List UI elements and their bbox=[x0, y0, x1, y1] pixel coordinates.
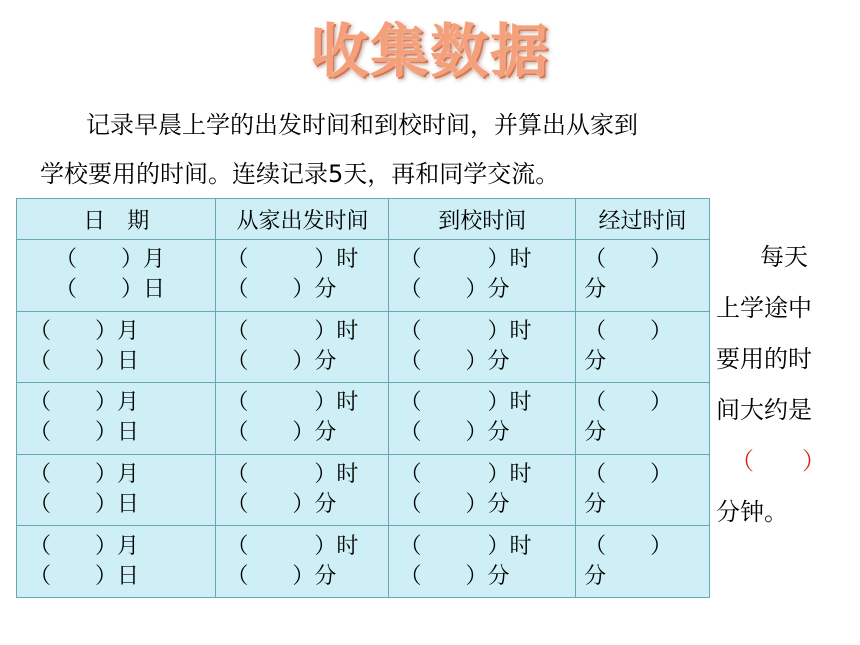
instruction-line-1: 记录早晨上学的出发时间和到校时间，并算出从家到 bbox=[86, 111, 638, 139]
table-row bbox=[17, 454, 710, 526]
table-row bbox=[17, 240, 710, 312]
elapsed-unit: 分 bbox=[584, 277, 607, 303]
day-blank: （ ）日 bbox=[29, 348, 140, 374]
hour-blank: （ ）时 bbox=[226, 462, 359, 488]
arrive-cell bbox=[389, 383, 576, 455]
day-blank: （ ）日 bbox=[55, 277, 166, 303]
elapsed-unit: 分 bbox=[584, 348, 607, 374]
question-line: 上学途中 bbox=[716, 294, 812, 322]
day-blank: （ ）日 bbox=[29, 492, 140, 518]
minute-blank: （ ）分 bbox=[226, 277, 337, 303]
elapsed-unit: 分 bbox=[584, 563, 607, 589]
answer-unit: 分钟。 bbox=[716, 498, 788, 526]
depart-cell bbox=[216, 240, 389, 312]
elapsed-blank: （ ） bbox=[584, 247, 673, 273]
minute-blank: （ ）分 bbox=[399, 348, 510, 374]
hour-blank: （ ）时 bbox=[226, 247, 359, 273]
question-line: 每天 bbox=[760, 243, 808, 271]
header-elapsed-time: 经过时间 bbox=[576, 199, 710, 240]
record-table bbox=[16, 198, 710, 598]
minute-blank: （ ）分 bbox=[226, 563, 337, 589]
page-title: 收集数据 bbox=[309, 17, 550, 85]
date-cell bbox=[17, 311, 216, 383]
instruction-line-2: 学校要用的时间。连续记录5天，再和同学交流。 bbox=[40, 160, 560, 188]
question-text bbox=[716, 232, 846, 538]
arrive-cell bbox=[389, 454, 576, 526]
elapsed-cell bbox=[576, 311, 710, 383]
hour-blank: （ ）时 bbox=[226, 390, 359, 416]
elapsed-unit: 分 bbox=[584, 420, 607, 446]
hour-blank: （ ）时 bbox=[226, 318, 359, 344]
question-line: 间大约是 bbox=[716, 396, 812, 424]
minute-blank: （ ）分 bbox=[399, 492, 510, 518]
elapsed-cell bbox=[576, 240, 710, 312]
arrive-cell bbox=[389, 526, 576, 598]
date-cell bbox=[17, 383, 216, 455]
question-line: 要用的时 bbox=[716, 345, 812, 373]
month-blank: （ ）月 bbox=[55, 247, 166, 273]
month-blank: （ ）月 bbox=[29, 462, 140, 488]
elapsed-blank: （ ） bbox=[584, 533, 673, 559]
date-cell bbox=[17, 240, 216, 312]
answer-blank: （ ） bbox=[730, 447, 826, 475]
elapsed-cell bbox=[576, 526, 710, 598]
elapsed-cell bbox=[576, 454, 710, 526]
elapsed-cell bbox=[576, 383, 710, 455]
depart-cell bbox=[216, 383, 389, 455]
day-blank: （ ）日 bbox=[29, 563, 140, 589]
table-header-row bbox=[17, 199, 710, 240]
arrive-cell bbox=[389, 311, 576, 383]
minute-blank: （ ）分 bbox=[399, 563, 510, 589]
hour-blank: （ ）时 bbox=[399, 462, 532, 488]
hour-blank: （ ）时 bbox=[399, 533, 532, 559]
day-blank: （ ）日 bbox=[29, 420, 140, 446]
minute-blank: （ ）分 bbox=[226, 420, 337, 446]
header-date: 日 期 bbox=[17, 199, 216, 240]
elapsed-blank: （ ） bbox=[584, 462, 673, 488]
header-depart-time: 从家出发时间 bbox=[216, 199, 389, 240]
date-cell bbox=[17, 454, 216, 526]
month-blank: （ ）月 bbox=[29, 533, 140, 559]
elapsed-blank: （ ） bbox=[584, 390, 673, 416]
elapsed-blank: （ ） bbox=[584, 318, 673, 344]
minute-blank: （ ）分 bbox=[399, 420, 510, 446]
table-row bbox=[17, 526, 710, 598]
depart-cell bbox=[216, 454, 389, 526]
date-cell bbox=[17, 526, 216, 598]
table-row bbox=[17, 311, 710, 383]
hour-blank: （ ）时 bbox=[399, 247, 532, 273]
header-arrive-time: 到校时间 bbox=[389, 199, 576, 240]
minute-blank: （ ）分 bbox=[399, 277, 510, 303]
minute-blank: （ ）分 bbox=[226, 492, 337, 518]
hour-blank: （ ）时 bbox=[399, 318, 532, 344]
hour-blank: （ ）时 bbox=[399, 390, 532, 416]
month-blank: （ ）月 bbox=[29, 390, 140, 416]
hour-blank: （ ）时 bbox=[226, 533, 359, 559]
minute-blank: （ ）分 bbox=[226, 348, 337, 374]
arrive-cell bbox=[389, 240, 576, 312]
month-blank: （ ）月 bbox=[29, 318, 140, 344]
table-row bbox=[17, 383, 710, 455]
elapsed-unit: 分 bbox=[584, 492, 607, 518]
depart-cell bbox=[216, 311, 389, 383]
depart-cell bbox=[216, 526, 389, 598]
